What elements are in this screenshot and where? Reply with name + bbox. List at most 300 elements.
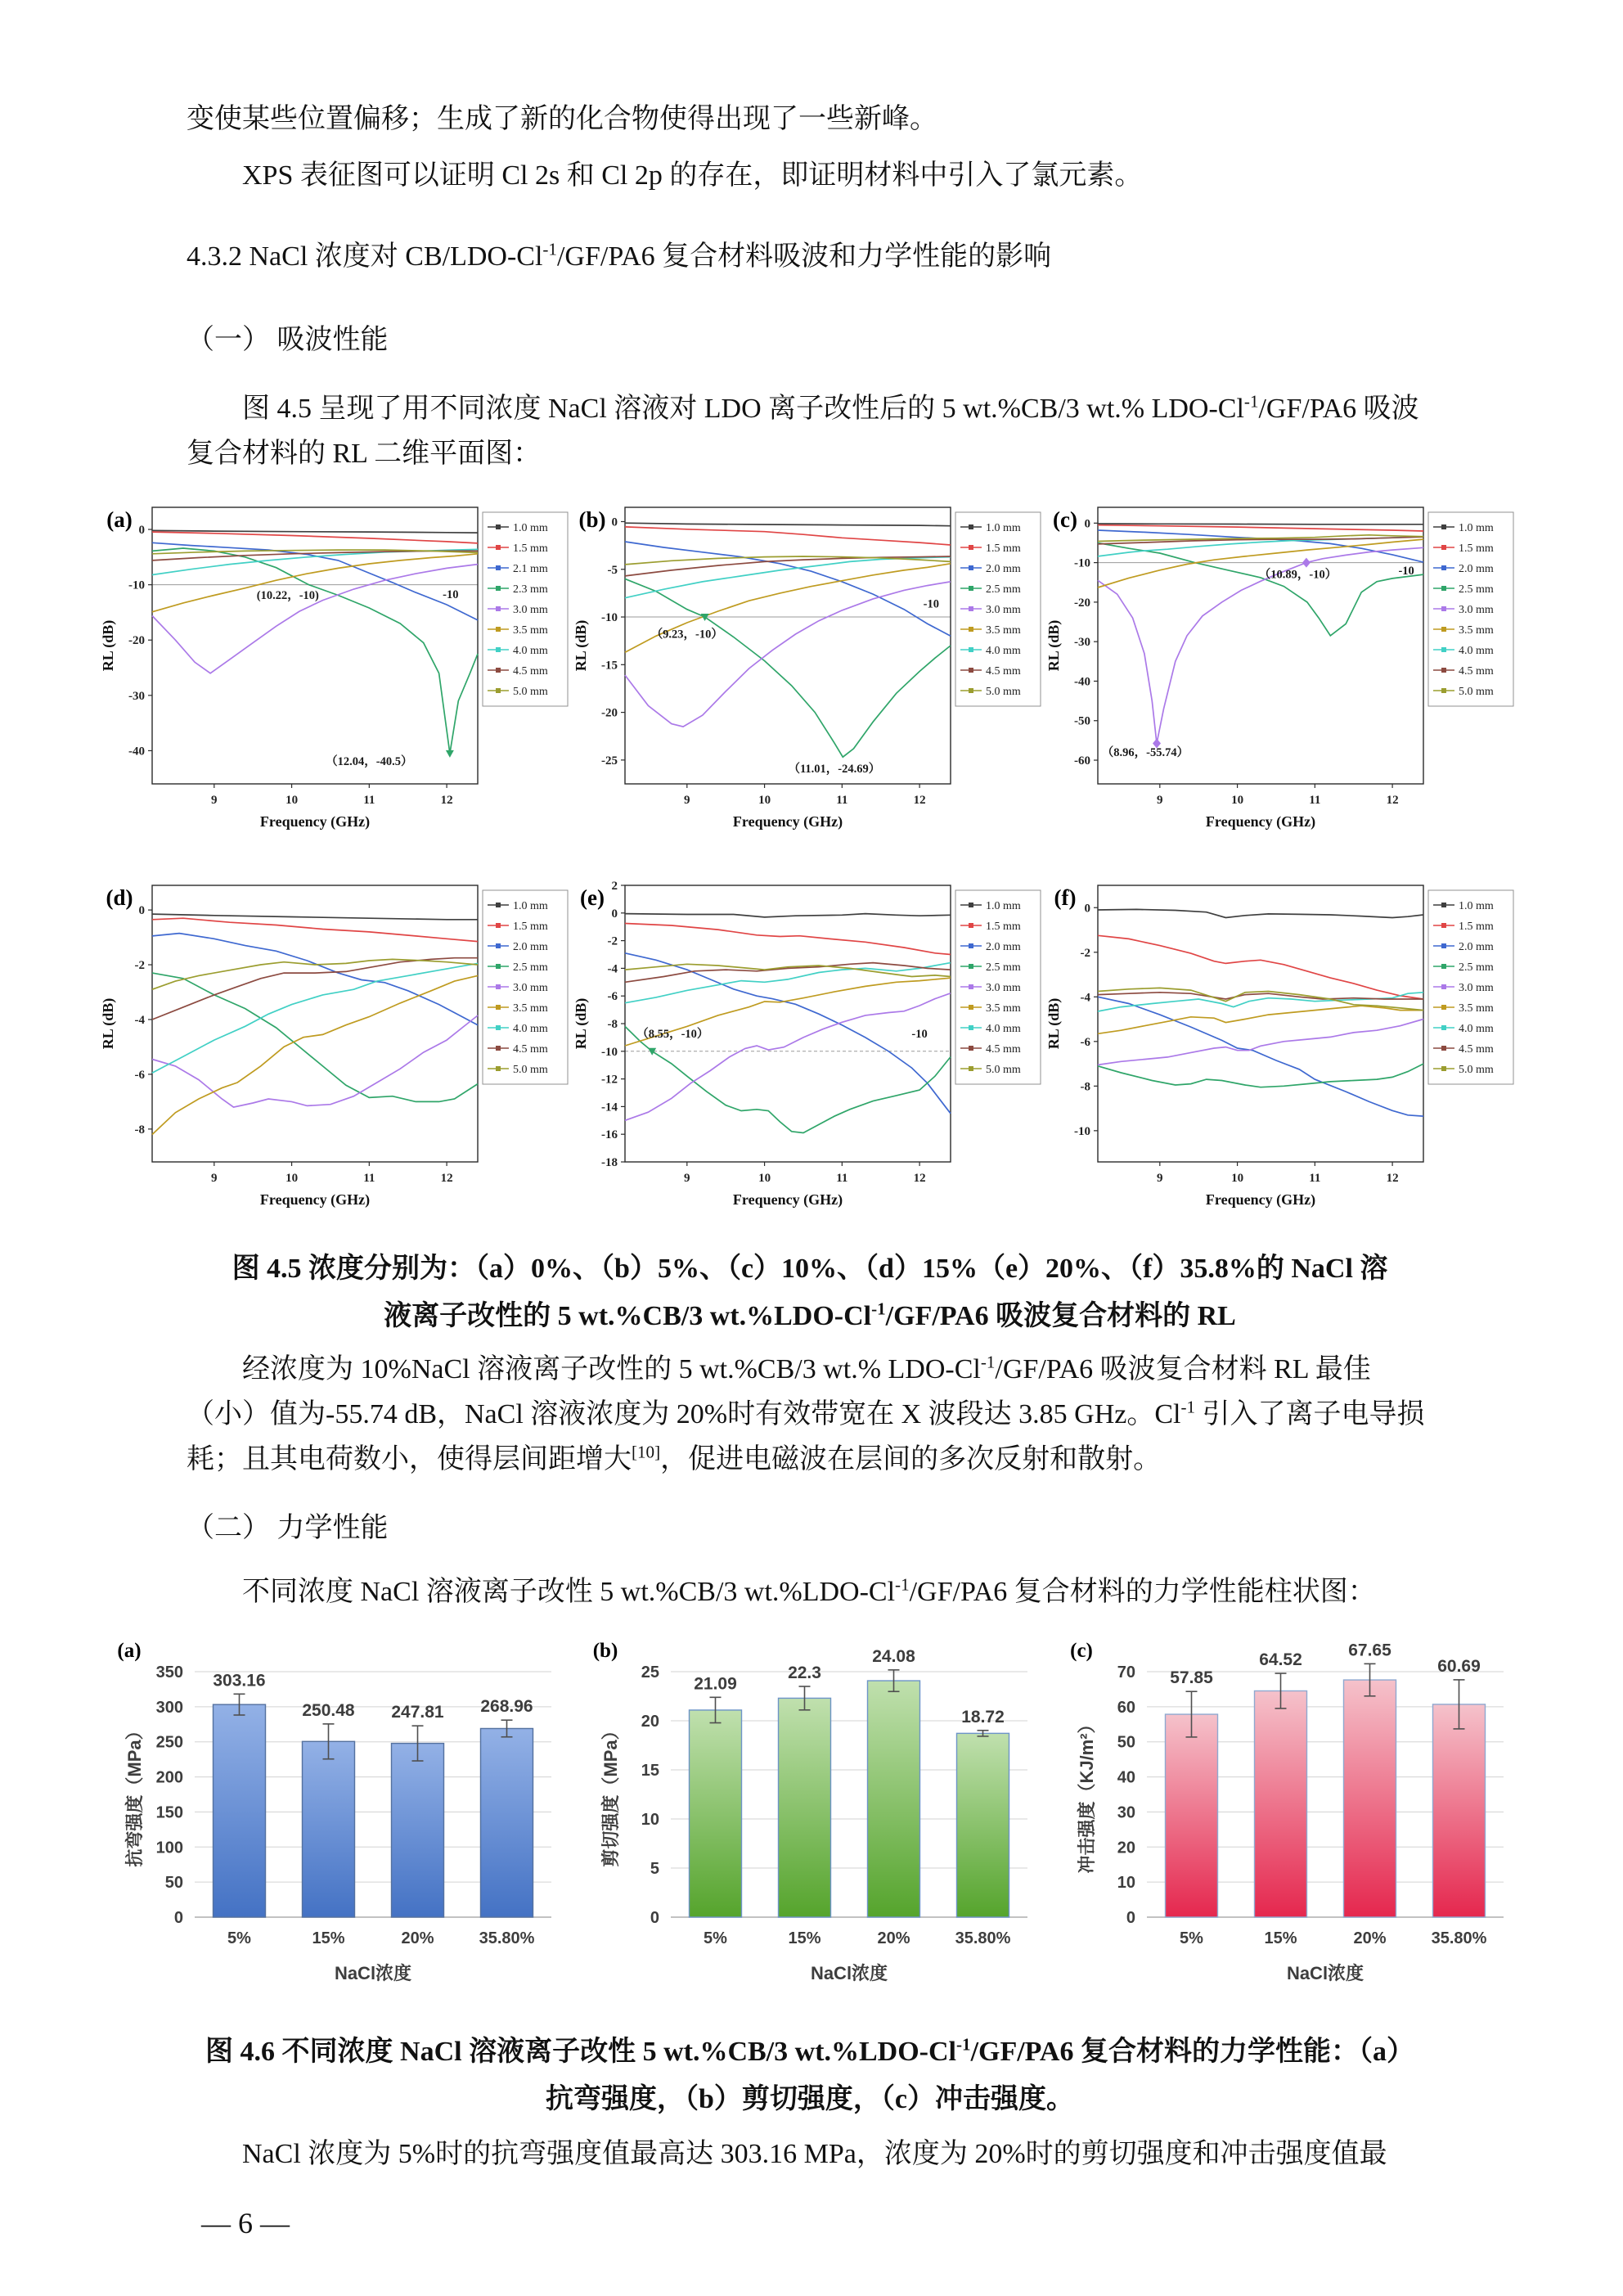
chart-text: NaCl浓度 bbox=[1286, 1963, 1364, 1984]
chart-text: 11 bbox=[1309, 794, 1321, 808]
series-2.0mm bbox=[625, 542, 951, 636]
bar-35.80% bbox=[957, 1734, 1009, 1918]
chart-text: 3.0 mm bbox=[1459, 982, 1494, 995]
bar-35.80% bbox=[1433, 1704, 1486, 1917]
chart-text: 11 bbox=[836, 794, 848, 808]
chart-text: 5.0 mm bbox=[513, 686, 548, 699]
chart-text: RL (dB) bbox=[1045, 620, 1062, 672]
chart-text: -4 bbox=[607, 962, 618, 976]
page-number: — 6 — bbox=[201, 2206, 290, 2240]
chart-text: 12 bbox=[440, 1172, 453, 1186]
series-2.5mm bbox=[1098, 1064, 1423, 1087]
chart-text: （9.23，-10） bbox=[650, 628, 723, 642]
chart-text: 10 bbox=[641, 1811, 659, 1830]
chart-text: 11 bbox=[1309, 1172, 1321, 1186]
legend-marker-icon bbox=[1441, 1046, 1446, 1051]
legend-marker-icon bbox=[969, 545, 973, 550]
rl-chart-(e) bbox=[571, 874, 1044, 1231]
series-2.3mm bbox=[152, 548, 478, 754]
series-2.1mm bbox=[152, 543, 478, 621]
chart-text: 11 bbox=[836, 1172, 848, 1186]
chart-text: 5% bbox=[227, 1929, 251, 1948]
chart-text: (f) bbox=[1054, 885, 1077, 911]
chart-text: 268.96 bbox=[480, 1697, 533, 1717]
chart-text: 12 bbox=[1386, 1172, 1399, 1186]
chart-text: 250 bbox=[155, 1733, 183, 1752]
series-1.0mm bbox=[1098, 910, 1423, 918]
chart-text: RL (dB) bbox=[100, 620, 116, 672]
legend-marker-icon bbox=[1441, 903, 1446, 907]
chart-text: 11 bbox=[363, 1172, 375, 1186]
paragraph-xps: XPS 表征图可以证明 Cl 2s 和 Cl 2p 的存在，即证明材料中引入了氯元素。 bbox=[242, 160, 1143, 191]
chart-text: 350 bbox=[155, 1663, 183, 1682]
rl-chart-(a) bbox=[98, 496, 571, 853]
series-1.0mm bbox=[625, 914, 951, 917]
chart-text: 1.5 mm bbox=[1459, 542, 1494, 556]
chart-text: 4.5 mm bbox=[986, 665, 1021, 678]
legend-marker-icon bbox=[1441, 964, 1446, 969]
bar-5% bbox=[1166, 1714, 1218, 1917]
legend-marker-icon bbox=[1441, 688, 1446, 693]
legend-marker-icon bbox=[969, 606, 973, 611]
plot-border bbox=[152, 507, 478, 784]
series-1.5mm bbox=[1098, 936, 1423, 1000]
series-1.0mm bbox=[152, 914, 478, 920]
legend-marker-icon bbox=[969, 524, 973, 529]
dip-marker bbox=[648, 1048, 656, 1056]
legend-marker-icon bbox=[496, 688, 501, 693]
chart-text: 4.0 mm bbox=[1459, 1023, 1494, 1036]
legend-marker-icon bbox=[1441, 627, 1446, 632]
chart-text: -10 bbox=[911, 1028, 928, 1042]
chart-text: 20% bbox=[877, 1929, 910, 1948]
chart-text: -20 bbox=[601, 706, 618, 720]
bar-chart-(a) bbox=[113, 1632, 581, 2017]
chart-text: 1.0 mm bbox=[1459, 900, 1494, 913]
chart-text: 35.80% bbox=[1431, 1929, 1487, 1948]
chart-text: 2.0 mm bbox=[1459, 563, 1494, 576]
series-1.5mm bbox=[152, 532, 478, 543]
chart-text: (10.22，-10) bbox=[256, 589, 319, 603]
chart-text: -18 bbox=[601, 1156, 618, 1170]
chart-text: Frequency (GHz) bbox=[1205, 813, 1316, 831]
chart-text: Frequency (GHz) bbox=[732, 813, 843, 831]
chart-text: 2.0 mm bbox=[986, 563, 1021, 576]
series-2.5mm bbox=[625, 579, 951, 758]
chart-text: 0 bbox=[1126, 1909, 1135, 1928]
chart-text: (c) bbox=[1070, 1640, 1093, 1663]
chart-text: 10 bbox=[1117, 1874, 1135, 1893]
chart-text: 4.0 mm bbox=[513, 645, 548, 658]
legend-marker-icon bbox=[969, 1046, 973, 1051]
subsection-absorbing: （一） 吸波性能 bbox=[187, 325, 389, 356]
series-3.0mm bbox=[625, 993, 951, 1121]
chart-text: （8.96，-55.74） bbox=[1101, 746, 1189, 760]
chart-text: -10 bbox=[1074, 556, 1090, 570]
chart-text: 5.0 mm bbox=[1459, 686, 1494, 699]
chart-text: 2.0 mm bbox=[986, 941, 1021, 954]
bar-20% bbox=[392, 1744, 444, 1917]
chart-text: 15% bbox=[1264, 1929, 1297, 1948]
legend-marker-icon bbox=[496, 1005, 501, 1010]
series-3.0mm bbox=[152, 1015, 478, 1107]
chart-text: 4.0 mm bbox=[986, 645, 1021, 658]
series-1.5mm bbox=[152, 919, 478, 942]
legend-marker-icon bbox=[969, 923, 973, 928]
chart-text: -10 bbox=[601, 1046, 618, 1060]
legend-marker-icon bbox=[496, 586, 501, 591]
chart-text: 35.80% bbox=[955, 1929, 1011, 1948]
chart-text: 100 bbox=[155, 1839, 183, 1857]
chart-text: 0 bbox=[138, 904, 145, 918]
chart-text: -8 bbox=[134, 1123, 145, 1137]
chart-text: 5% bbox=[704, 1929, 727, 1948]
series-3.0mm bbox=[152, 565, 478, 673]
chart-text: 12 bbox=[913, 1172, 926, 1186]
figure-4-6-caption-line1: 图 4.6 不同浓度 NaCl 溶液离子改性 5 wt.%CB/3 $wt.\%LDO-Cl^{-1}/GF/PA6$ 复合材料的力学性能：（a） bbox=[205, 2034, 1414, 2068]
chart-text: 2.0 mm bbox=[1459, 941, 1494, 954]
chart-text: 4.5 mm bbox=[513, 1043, 548, 1056]
chart-text: -14 bbox=[601, 1101, 618, 1114]
chart-text: 9 bbox=[684, 1172, 690, 1186]
chart-text: 3.0 mm bbox=[1459, 604, 1494, 617]
chart-text: 2.5 mm bbox=[513, 961, 548, 975]
chart-text: -15 bbox=[601, 659, 618, 673]
chart-text: 冲击强度（KJ/m²） bbox=[1077, 1715, 1097, 1874]
chart-text: 15% bbox=[788, 1929, 821, 1948]
subsection-mechanical: （二） 力学性能 bbox=[187, 1513, 389, 1544]
chart-text: 12 bbox=[913, 794, 926, 808]
legend-marker-icon bbox=[969, 903, 973, 907]
chart-text: 300 bbox=[155, 1699, 183, 1717]
chart-text: 30 bbox=[1117, 1803, 1135, 1822]
legend-marker-icon bbox=[969, 586, 973, 591]
chart-text: 0 bbox=[1084, 517, 1090, 531]
legend-marker-icon bbox=[1441, 586, 1446, 591]
chart-text: 1.5 mm bbox=[986, 921, 1021, 934]
chart-text: -8 bbox=[1080, 1080, 1090, 1094]
chart-text: 4.5 mm bbox=[1459, 665, 1494, 678]
figure-4-6-caption-line2: 抗弯强度，（b）剪切强度，（c）冲击强度。 bbox=[546, 2084, 1074, 2115]
chart-text: -30 bbox=[1074, 636, 1090, 650]
chart-text: -4 bbox=[1080, 991, 1090, 1005]
chart-text: 4.0 mm bbox=[1459, 645, 1494, 658]
chart-text: 2.3 mm bbox=[513, 583, 548, 597]
chart-text: 57.85 bbox=[1170, 1668, 1213, 1688]
chart-text: 1.5 mm bbox=[513, 542, 548, 556]
chart-text: （8.55，-10） bbox=[636, 1028, 709, 1042]
chart-text: 60.69 bbox=[1437, 1657, 1481, 1677]
chart-text: 3.0 mm bbox=[986, 604, 1021, 617]
legend-marker-icon bbox=[969, 688, 973, 693]
chart-text: 20 bbox=[641, 1713, 659, 1731]
chart-text: （11.01，-24.69） bbox=[788, 763, 881, 777]
chart-text: 9 bbox=[1157, 1172, 1163, 1186]
chart-text: 抗弯强度（MPa） bbox=[124, 1722, 145, 1867]
paragraph-mechanical-discussion: NaCl 浓度为 5%时的抗弯强度值最高达 303.16 MPa，浓度为 20%时的剪切强度和冲击强度值最 bbox=[242, 2138, 1387, 2169]
dip-marker bbox=[446, 750, 454, 758]
chart-text: 15 bbox=[641, 1762, 659, 1781]
chart-text: 1.0 mm bbox=[986, 522, 1021, 535]
chart-text: 20% bbox=[1353, 1929, 1387, 1948]
chart-text: -6 bbox=[607, 990, 618, 1004]
chart-text: 4.5 mm bbox=[1459, 1043, 1494, 1056]
chart-text: -20 bbox=[128, 634, 145, 648]
chart-text: -8 bbox=[607, 1018, 618, 1032]
chart-text: -2 bbox=[607, 934, 618, 948]
chart-text: 1.5 mm bbox=[986, 542, 1021, 556]
rl-chart-(b) bbox=[571, 496, 1044, 853]
chart-text: 2.5 mm bbox=[1459, 961, 1494, 975]
legend-marker-icon bbox=[1441, 923, 1446, 928]
legend-marker-icon bbox=[496, 1066, 501, 1071]
chart-text: （10.89，-10） bbox=[1258, 568, 1338, 582]
legend-marker-icon bbox=[1441, 647, 1446, 652]
legend-marker-icon bbox=[1441, 545, 1446, 550]
chart-text: 2.5 mm bbox=[1459, 583, 1494, 597]
chart-text: 40 bbox=[1117, 1768, 1135, 1787]
chart-text: -4 bbox=[134, 1014, 145, 1028]
chart-text: 250.48 bbox=[302, 1701, 355, 1721]
legend-marker-icon bbox=[496, 1046, 501, 1051]
series-2.0mm bbox=[152, 934, 478, 1025]
chart-text: 9 bbox=[211, 1172, 218, 1186]
legend-marker-icon bbox=[496, 943, 501, 948]
bar-5% bbox=[214, 1704, 266, 1917]
legend-marker-icon bbox=[1441, 524, 1446, 529]
chart-text: 11 bbox=[363, 794, 375, 808]
legend-marker-icon bbox=[1441, 984, 1446, 989]
chart-text: NaCl浓度 bbox=[810, 1963, 888, 1984]
legend-marker-icon bbox=[496, 524, 501, 529]
legend-marker-icon bbox=[969, 668, 973, 673]
rl-chart-(d) bbox=[98, 874, 571, 1231]
legend-marker-icon bbox=[496, 923, 501, 928]
chart-text: (b) bbox=[592, 1640, 618, 1663]
dip-marker bbox=[1302, 558, 1311, 568]
chart-text: 3.0 mm bbox=[986, 982, 1021, 995]
paragraph-rl-discussion: 经浓度为 10%NaCl 溶液离子改性的 5 wt.%CB/3 wt.% LDO-$Cl^{-1}/GF/PA6$ 吸波复合材料 RL 最佳（小）值为-55.74 dB，NaCl 溶液浓度为 20%时有效带宽在 X 波段达 3.85 GHz。$Cl^{-1}$ 引入了离子电导损耗；且其电荷数小，使得层间距增大[10]，促进电磁波在层间的多次反射和散射。 bbox=[187, 1352, 1425, 1475]
chart-text: 4.5 mm bbox=[986, 1043, 1021, 1056]
series-4.5mm bbox=[152, 958, 478, 1020]
series-4.0mm bbox=[1098, 993, 1423, 1011]
chart-text: -30 bbox=[128, 690, 145, 704]
chart-text: 1.0 mm bbox=[513, 522, 548, 535]
chart-text: 3.5 mm bbox=[1459, 1002, 1494, 1015]
chart-text: 15% bbox=[312, 1929, 345, 1948]
chart-text: -40 bbox=[1074, 675, 1090, 689]
chart-text: -10 bbox=[601, 611, 618, 625]
chart-text: -10 bbox=[443, 588, 459, 602]
legend-marker-icon bbox=[496, 984, 501, 989]
chart-text: 12 bbox=[1386, 794, 1399, 808]
bar-15% bbox=[779, 1699, 831, 1918]
series-1.0mm bbox=[625, 524, 951, 527]
legend-marker-icon bbox=[1441, 606, 1446, 611]
rl-chart-(f) bbox=[1044, 874, 1517, 1231]
chart-text: 12 bbox=[440, 794, 453, 808]
legend-marker-icon bbox=[1441, 668, 1446, 673]
series-2.0mm bbox=[1098, 997, 1423, 1117]
chart-text: -2 bbox=[134, 959, 145, 973]
chart-text: 20% bbox=[401, 1929, 434, 1948]
bar-5% bbox=[690, 1710, 742, 1917]
chart-text: (a) bbox=[117, 1640, 142, 1663]
chart-text: Frequency (GHz) bbox=[259, 1191, 371, 1209]
chart-text: (d) bbox=[106, 885, 133, 911]
legend-marker-icon bbox=[496, 545, 501, 550]
section-heading-4-3-2: 4.3.2 NaCl 浓度对 $CB/LDO-Cl^{-1}/GF/PA6$ 复合材料吸波和力学性能的影响 bbox=[187, 239, 1052, 272]
chart-text: 0 bbox=[173, 1909, 183, 1928]
legend-marker-icon bbox=[969, 647, 973, 652]
chart-text: -6 bbox=[134, 1069, 145, 1083]
chart-text: 21.09 bbox=[694, 1674, 737, 1694]
chart-text: 67.65 bbox=[1348, 1641, 1391, 1660]
chart-text: 9 bbox=[1157, 794, 1163, 808]
paragraph-continuation: 变使某些位置偏移；生成了新的化合物使得出现了一些新峰。 bbox=[187, 104, 937, 134]
chart-text: 200 bbox=[155, 1768, 183, 1787]
legend-marker-icon bbox=[496, 647, 501, 652]
chart-text: 0 bbox=[611, 515, 618, 529]
legend-marker-icon bbox=[969, 1066, 973, 1071]
chart-text: RL (dB) bbox=[100, 998, 116, 1050]
chart-text: 2.1 mm bbox=[513, 563, 548, 576]
chart-text: 50 bbox=[1117, 1733, 1135, 1752]
chart-text: 25 bbox=[641, 1663, 659, 1682]
legend-marker-icon bbox=[496, 627, 501, 632]
chart-text: RL (dB) bbox=[573, 620, 589, 672]
chart-text: 10 bbox=[285, 1172, 299, 1186]
chart-text: 3.5 mm bbox=[986, 624, 1021, 637]
bar-35.80% bbox=[481, 1729, 533, 1918]
chart-text: 1.0 mm bbox=[986, 900, 1021, 913]
plot-border bbox=[1098, 885, 1423, 1162]
chart-text: 50 bbox=[164, 1874, 183, 1893]
chart-text: 9 bbox=[684, 794, 690, 808]
plot-border bbox=[625, 885, 951, 1162]
chart-text: -5 bbox=[607, 564, 618, 578]
rl-chart-(c) bbox=[1044, 496, 1517, 853]
legend-marker-icon bbox=[969, 943, 973, 948]
chart-text: 0 bbox=[611, 907, 618, 921]
chart-text: (c) bbox=[1053, 507, 1077, 533]
chart-text: 5 bbox=[650, 1860, 659, 1879]
chart-text: 22.3 bbox=[788, 1663, 821, 1683]
chart-text: 3.5 mm bbox=[1459, 624, 1494, 637]
bar-20% bbox=[1344, 1680, 1396, 1917]
legend-marker-icon bbox=[969, 984, 973, 989]
series-3.0mm bbox=[625, 582, 951, 727]
chart-text: RL (dB) bbox=[573, 998, 589, 1050]
chart-text: 247.81 bbox=[391, 1703, 444, 1722]
chart-text: 2.5 mm bbox=[986, 961, 1021, 975]
chart-text: -25 bbox=[601, 754, 618, 768]
series-3.5mm bbox=[152, 554, 478, 612]
figure-4-6 bbox=[113, 1632, 1536, 2017]
chart-text: 4.0 mm bbox=[513, 1023, 548, 1036]
chart-text: 150 bbox=[155, 1803, 183, 1822]
chart-text: -10 bbox=[128, 579, 145, 592]
chart-text: 5.0 mm bbox=[1459, 1064, 1494, 1077]
legend-marker-icon bbox=[1441, 565, 1446, 570]
chart-text: 4.0 mm bbox=[986, 1023, 1021, 1036]
chart-text: 24.08 bbox=[872, 1647, 915, 1667]
chart-text: Frequency (GHz) bbox=[732, 1191, 843, 1209]
legend-marker-icon bbox=[969, 964, 973, 969]
legend-marker-icon bbox=[496, 1025, 501, 1030]
chart-text: 70 bbox=[1117, 1663, 1135, 1682]
chart-text: 9 bbox=[211, 794, 218, 808]
legend-marker-icon bbox=[496, 964, 501, 969]
chart-text: 5% bbox=[1180, 1929, 1203, 1948]
chart-text: 10 bbox=[1231, 1172, 1244, 1186]
chart-text: 1.0 mm bbox=[1459, 522, 1494, 535]
legend-marker-icon bbox=[969, 565, 973, 570]
plot-border bbox=[152, 885, 478, 1162]
chart-text: -10 bbox=[1074, 1125, 1090, 1139]
chart-text: -20 bbox=[1074, 597, 1090, 610]
bar-chart-(c) bbox=[1065, 1632, 1533, 2017]
figure-4-5-caption-line1: 图 4.5 浓度分别为：（a）0%、（b）5%、（c）10%、（d）15%（e）20%、（f）35.8%的 NaCl 溶 bbox=[232, 1254, 1388, 1285]
chart-text: 60 bbox=[1117, 1699, 1135, 1717]
chart-text: -40 bbox=[128, 745, 145, 759]
series-2.5mm bbox=[625, 1027, 951, 1133]
chart-text: 18.72 bbox=[961, 1707, 1005, 1727]
figure-4-5 bbox=[98, 496, 1522, 1231]
chart-text: 3.0 mm bbox=[513, 604, 548, 617]
chart-text: 1.0 mm bbox=[513, 900, 548, 913]
chart-text: -10 bbox=[923, 597, 939, 611]
chart-text: 3.0 mm bbox=[513, 982, 548, 995]
chart-text: 0 bbox=[138, 524, 145, 538]
chart-text: 3.5 mm bbox=[513, 1002, 548, 1015]
series-1.5mm bbox=[625, 924, 951, 955]
series-4.0mm bbox=[152, 964, 478, 1074]
chart-text: 2.5 mm bbox=[986, 583, 1021, 597]
legend-marker-icon bbox=[496, 668, 501, 673]
legend-marker-icon bbox=[1441, 1005, 1446, 1010]
chart-text: 4.5 mm bbox=[513, 665, 548, 678]
chart-text: 64.52 bbox=[1259, 1650, 1302, 1670]
legend-marker-icon bbox=[496, 565, 501, 570]
chart-text: 5.0 mm bbox=[513, 1064, 548, 1077]
series-4.5mm bbox=[1098, 993, 1423, 999]
series-2.5mm bbox=[1098, 543, 1423, 636]
plot-border bbox=[1098, 507, 1423, 784]
series-1.5mm bbox=[625, 527, 951, 545]
paragraph-fig46-intro: 不同浓度 NaCl 溶液离子改性 5 wt.%CB/3 $wt.\%LDO-Cl^{-1}/GF/PA6$ 复合材料的力学性能柱状图： bbox=[242, 1574, 1376, 1608]
legend-marker-icon bbox=[1441, 943, 1446, 948]
chart-text: 0 bbox=[1084, 902, 1090, 916]
chart-text: 2.0 mm bbox=[513, 941, 548, 954]
chart-text: 35.80% bbox=[479, 1929, 535, 1948]
chart-text: (e) bbox=[580, 885, 605, 911]
chart-text: 3.5 mm bbox=[986, 1002, 1021, 1015]
legend-marker-icon bbox=[1441, 1066, 1446, 1071]
chart-text: 5.0 mm bbox=[986, 1064, 1021, 1077]
chart-text: -2 bbox=[1080, 947, 1090, 961]
chart-text: 20 bbox=[1117, 1839, 1135, 1857]
chart-text: 10 bbox=[758, 1172, 771, 1186]
chart-text: 1.5 mm bbox=[1459, 921, 1494, 934]
chart-text: -10 bbox=[1398, 565, 1414, 579]
chart-text: -6 bbox=[1080, 1036, 1090, 1050]
chart-text: RL (dB) bbox=[1045, 998, 1062, 1050]
chart-text: NaCl浓度 bbox=[334, 1963, 412, 1984]
chart-text: Frequency (GHz) bbox=[1205, 1191, 1316, 1209]
bar-chart-(b) bbox=[589, 1632, 1057, 2017]
chart-text: 剪切强度（MPa） bbox=[600, 1722, 621, 1867]
